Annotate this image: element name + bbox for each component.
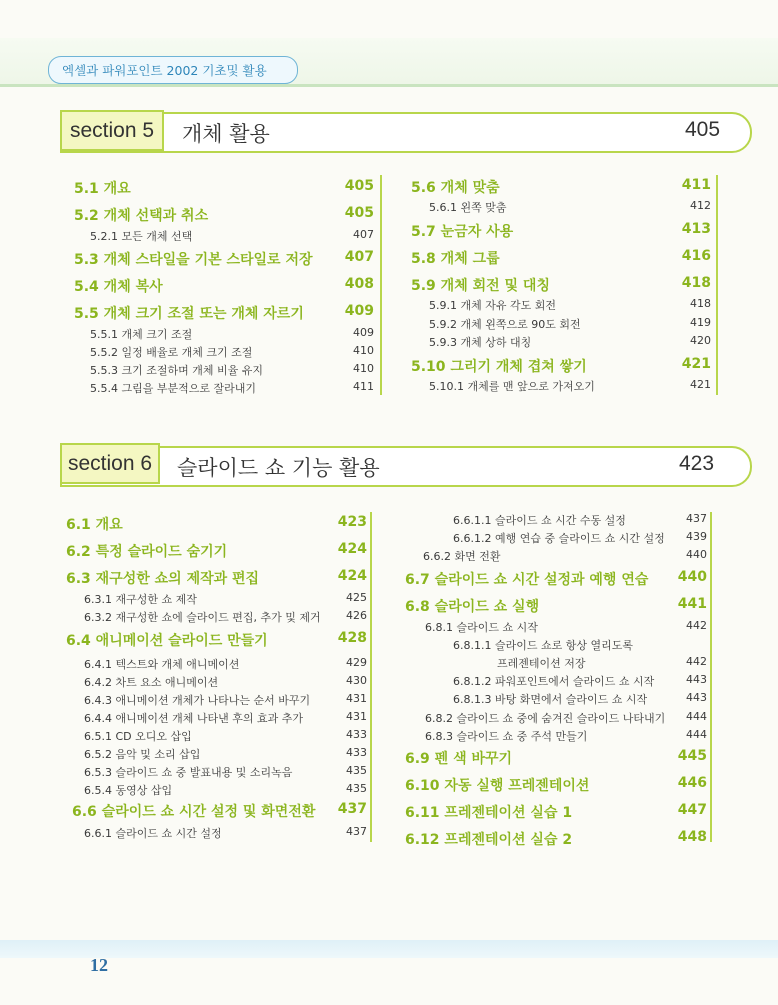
toc-entry-title: 5.6.1 왼쪽 맞춤 — [429, 201, 507, 214]
toc-entry-page: 419 — [690, 316, 711, 329]
toc-entry-title: 6.1 개요 — [66, 517, 123, 533]
toc-entry-page: 439 — [686, 530, 707, 543]
toc-entry-title: 6.8.1.2 파워포인트에서 슬라이드 쇼 시작 — [453, 675, 655, 688]
toc-entry-page: 443 — [686, 691, 707, 704]
section-6-bar — [60, 446, 752, 487]
toc-entry-page: 435 — [346, 782, 367, 795]
section-5-title: 개체 활용 — [182, 122, 270, 146]
toc-entry-title: 5.9 개체 회전 및 대칭 — [411, 278, 550, 294]
toc-entry-title: 6.6.1.1 슬라이드 쇼 시간 수동 설정 — [453, 514, 626, 527]
toc-entry-page: 410 — [353, 344, 374, 357]
toc-entry-page: 409 — [353, 326, 374, 339]
section-6-label: section 6 — [60, 443, 160, 484]
toc-entry-page: 410 — [353, 362, 374, 375]
toc-entry-page: 405 — [344, 178, 374, 194]
toc-entry-title: 6.6.1 슬라이드 쇼 시간 설정 — [84, 827, 222, 840]
column-divider-6-right — [710, 512, 712, 842]
column-divider-5-right — [716, 175, 718, 395]
section-6-title: 슬라이드 쇼 기능 활용 — [177, 456, 380, 480]
toc-entry-page: 442 — [686, 655, 707, 668]
toc-entry-page: 437 — [686, 512, 707, 525]
toc-entry-title: 5.4 개체 복사 — [74, 279, 163, 295]
toc-entry-page: 413 — [681, 221, 711, 237]
toc-entry-title: 6.5.1 CD 오디오 삽입 — [84, 730, 192, 743]
toc-entry-page: 431 — [346, 692, 367, 705]
toc-entry-title: 5.6 개체 맞춤 — [411, 180, 500, 196]
toc-entry-title: 6.6.2 화면 전환 — [423, 550, 501, 563]
toc-entry-page: 437 — [346, 825, 367, 838]
column-divider-5-left — [380, 175, 382, 395]
toc-entry-page: 444 — [686, 728, 707, 741]
toc-entry-title: 5.9.3 개체 상하 대칭 — [429, 336, 532, 349]
toc-entry-title: 5.10.1 개체를 맨 앞으로 가져오기 — [429, 380, 595, 393]
toc-entry-page: 430 — [346, 674, 367, 687]
toc-entry-title: 6.4.3 애니메이션 개체가 나타나는 순서 바꾸기 — [84, 694, 311, 707]
toc-entry-title: 6.8 슬라이드 쇼 실행 — [405, 599, 540, 615]
toc-entry-page: 405 — [344, 205, 374, 221]
toc-entry-page: 433 — [346, 728, 367, 741]
toc-entry-page: 412 — [690, 199, 711, 212]
toc-entry-page: 411 — [681, 177, 711, 193]
toc-entry-title: 6.5.4 동영상 삽입 — [84, 784, 173, 797]
toc-entry-page: 416 — [681, 248, 711, 264]
toc-entry-title: 6.10 자동 실행 프레젠테이션 — [405, 778, 590, 794]
toc-entry-title: 5.3 개체 스타일을 기본 스타일로 저장 — [74, 252, 313, 268]
toc-entry-page: 442 — [686, 619, 707, 632]
toc-entry-title: 5.9.1 개체 자유 각도 회전 — [429, 299, 556, 312]
toc-entry-page: 441 — [677, 596, 707, 612]
toc-entry-title: 프레젠테이션 저장 — [497, 657, 586, 670]
toc-entry-title: 6.8.1.3 바탕 화면에서 슬라이드 쇼 시작 — [453, 693, 648, 706]
toc-entry-page: 431 — [346, 710, 367, 723]
section-5-page: 405 — [685, 118, 721, 141]
section-6-page: 423 — [679, 452, 715, 475]
toc-entry-title: 5.2 개체 선택과 취소 — [74, 208, 209, 224]
toc-entry-page: 429 — [346, 656, 367, 669]
toc-entry-page: 426 — [346, 609, 367, 622]
toc-entry-page: 418 — [690, 297, 711, 310]
toc-entry-title: 6.4 애니메이션 슬라이드 만들기 — [66, 633, 268, 649]
toc-entry-page: 418 — [681, 275, 711, 291]
toc-entry-title: 6.3.1 재구성한 쇼 제작 — [84, 593, 197, 606]
toc-entry-page: 448 — [677, 829, 707, 845]
toc-entry-title: 5.7 눈금자 사용 — [411, 224, 514, 240]
toc-entry-page: 407 — [353, 228, 374, 241]
toc-entry-title: 6.5.2 음악 및 소리 삽입 — [84, 748, 201, 761]
toc-entry-page: 446 — [677, 775, 707, 791]
toc-entry-title: 5.8 개체 그룹 — [411, 251, 500, 267]
toc-entry-title: 5.5.3 크기 조절하며 개체 비율 유지 — [90, 364, 263, 377]
toc-entry-title: 5.2.1 모든 개체 선택 — [90, 230, 193, 243]
toc-entry-title: 6.12 프레젠테이션 실습 2 — [405, 832, 573, 848]
toc-entry-page: 424 — [337, 541, 367, 557]
toc-entry-page: 444 — [686, 710, 707, 723]
toc-entry-page: 443 — [686, 673, 707, 686]
toc-entry-page: 425 — [346, 591, 367, 604]
toc-entry-page: 433 — [346, 746, 367, 759]
toc-entry-title: 6.3.2 재구성한 쇼에 슬라이드 편집, 추가 및 제거 — [84, 611, 321, 624]
toc-entry-title: 6.5.3 슬라이드 쇼 중 발표내용 및 소리녹음 — [84, 766, 293, 779]
toc-entry-title: 6.4.2 차트 요소 애니메이션 — [84, 676, 219, 689]
toc-entry-title: 6.6.1.2 예행 연습 중 슬라이드 쇼 시간 설정 — [453, 532, 665, 545]
footer-band — [0, 940, 778, 958]
column-divider-6-left — [370, 512, 372, 842]
toc-entry-title: 6.4.4 애니메이션 개체 나타낸 후의 효과 추가 — [84, 712, 303, 725]
toc-entry-title: 5.5 개체 크기 조절 또는 개체 자르기 — [74, 306, 304, 322]
toc-entry-title: 6.6 슬라이드 쇼 시간 설정 및 화면전환 — [72, 804, 316, 820]
toc-entry-title: 5.10 그리기 개체 겹쳐 쌓기 — [411, 359, 587, 375]
toc-entry-page: 407 — [344, 249, 374, 265]
toc-entry-page: 424 — [337, 568, 367, 584]
toc-entry-page: 437 — [337, 801, 367, 817]
toc-entry-page: 423 — [337, 514, 367, 530]
toc-entry-title: 6.11 프레젠테이션 실습 1 — [405, 805, 573, 821]
toc-entry-page: 411 — [353, 380, 374, 393]
toc-entry-page: 421 — [681, 356, 711, 372]
toc-entry-page: 445 — [677, 748, 707, 764]
toc-entry-page: 421 — [690, 378, 711, 391]
toc-entry-page: 409 — [344, 303, 374, 319]
section-5-label: section 5 — [60, 110, 164, 151]
toc-entry-title: 5.5.4 그림을 부분적으로 잘라내기 — [90, 382, 256, 395]
toc-entry-page: 447 — [677, 802, 707, 818]
toc-entry-title: 6.9 펜 색 바꾸기 — [405, 751, 513, 767]
toc-entry-page: 428 — [337, 630, 367, 646]
toc-entry-title: 6.4.1 텍스트와 개체 애니메이션 — [84, 658, 240, 671]
toc-entry-title: 5.9.2 개체 왼쪽으로 90도 회전 — [429, 318, 581, 331]
toc-entry-page: 440 — [686, 548, 707, 561]
toc-entry-page: 440 — [677, 569, 707, 585]
toc-entry-title: 6.8.1.1 슬라이드 쇼로 항상 열리도록 — [453, 639, 633, 652]
book-title: 엑셀과 파워포인트 2002 기초및 활용 — [62, 63, 267, 78]
page-number: 12 — [90, 955, 108, 975]
toc-entry-title: 6.7 슬라이드 쇼 시간 설정과 예행 연습 — [405, 572, 649, 588]
toc-entry-page: 420 — [690, 334, 711, 347]
toc-entry-title: 6.8.1 슬라이드 쇼 시작 — [425, 621, 538, 634]
toc-entry-page: 408 — [344, 276, 374, 292]
toc-entry-title: 5.5.1 개체 크기 조절 — [90, 328, 193, 341]
toc-entry-title: 6.3 재구성한 쇼의 제작과 편집 — [66, 571, 260, 587]
toc-entry-title: 6.2 특정 슬라이드 숨기기 — [66, 544, 228, 560]
toc-entry-title: 5.5.2 일정 배율로 개체 크기 조절 — [90, 346, 253, 359]
toc-entry-title: 6.8.3 슬라이드 쇼 중 주석 만들기 — [425, 730, 588, 743]
toc-entry-title: 6.8.2 슬라이드 쇼 중에 숨겨진 슬라이드 나타내기 — [425, 712, 666, 725]
toc-entry-title: 5.1 개요 — [74, 181, 131, 197]
toc-entry-page: 435 — [346, 764, 367, 777]
